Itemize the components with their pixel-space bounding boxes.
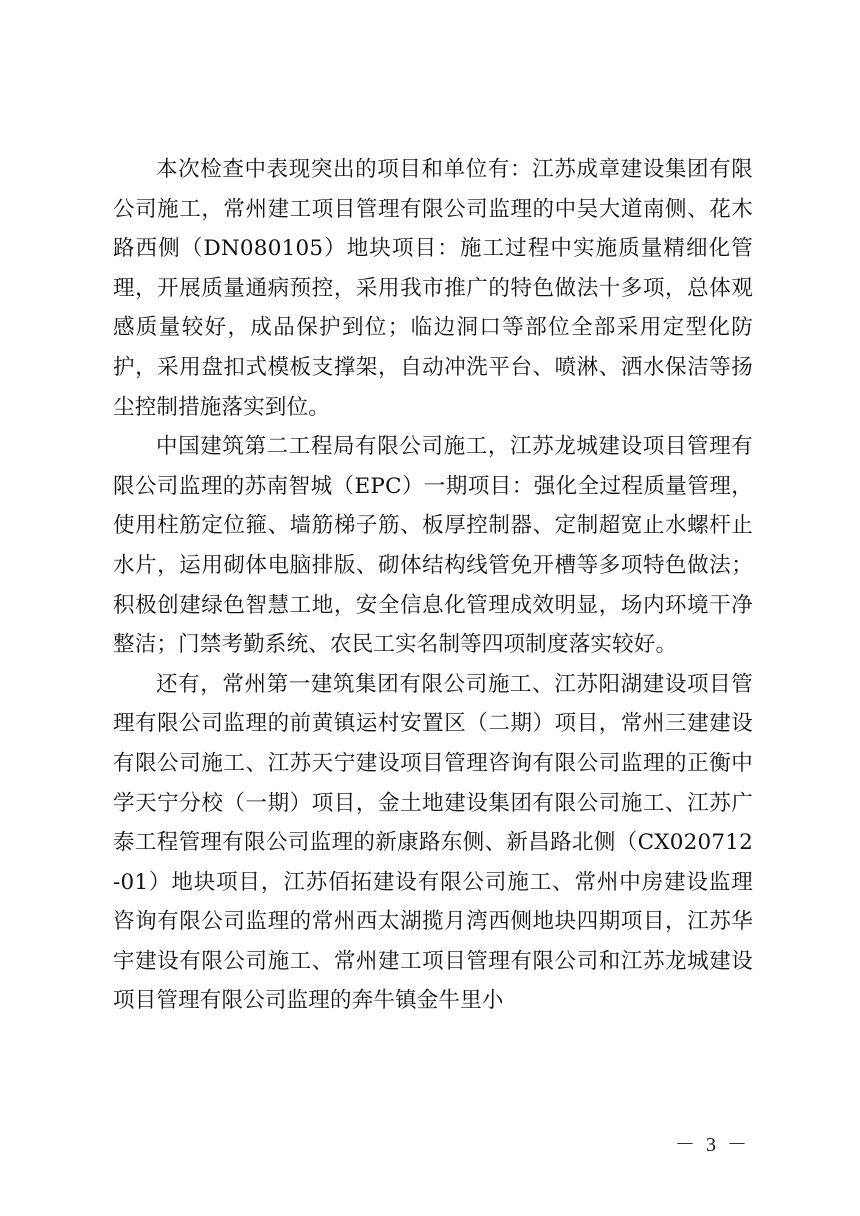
paragraph-2: 中国建筑第二工程局有限公司施工，江苏龙城建设项目管理有限公司监理的苏南智城（EPC）一期项目：强化全过程质量管理，使用柱筋定位箍、墙筋梯子筋、板厚控制器、定制超宽止水螺杆止水片，运用砌体电脑排版、砌体结构线管免开槽等多项特色做法；积极创建绿色智慧工地，安全信息化管理成效明显，场内环境干净整洁；门禁考勤系统、农民工实名制等四项制度落实较好。 [113,434,753,658]
paragraph-1: 本次检查中表现突出的项目和单位有：江苏成章建设集团有限公司施工，常州建工项目管理有限公司监理的中吴大道南侧、花木路西侧（DN080105）地块项目：施工过程中实施质量精细化管理，开展质量通病预控，采用我市推广的特色做法十多项，总体观感质量较好，成品保护到位；临边洞口等部位全部采用定型化防护，采用盘扣式模板支撑架，自动冲洗平台、喷淋、洒水保洁等扬尘控制措施落实到位。 [113,157,753,420]
body-text [113,150,753,1021]
page-number: － 3 － [675,1134,750,1156]
paragraph-3: 还有，常州第一建筑集团有限公司施工、江苏阳湖建设项目管理有限公司监理的前黄镇运村安置区（二期）项目，常州三建建设有限公司施工、江苏天宁建设项目管理咨询有限公司监理的正衡中学天宁分校（一期）项目，金土地建设集团有限公司施工、江苏广泰工程管理有限公司监理的新康路东侧、新昌路北侧（CX020712-01）地块项目，江苏佰拓建设有限公司施工、常州中房建设监理咨询有限公司监理的常州西太湖揽月湾西侧地块四期项目，江苏华宇建设有限公司施工、常州建工项目管理有限公司和江苏龙城建设项目管理有限公司监理的奔牛镇金牛里小 [113,671,753,1014]
